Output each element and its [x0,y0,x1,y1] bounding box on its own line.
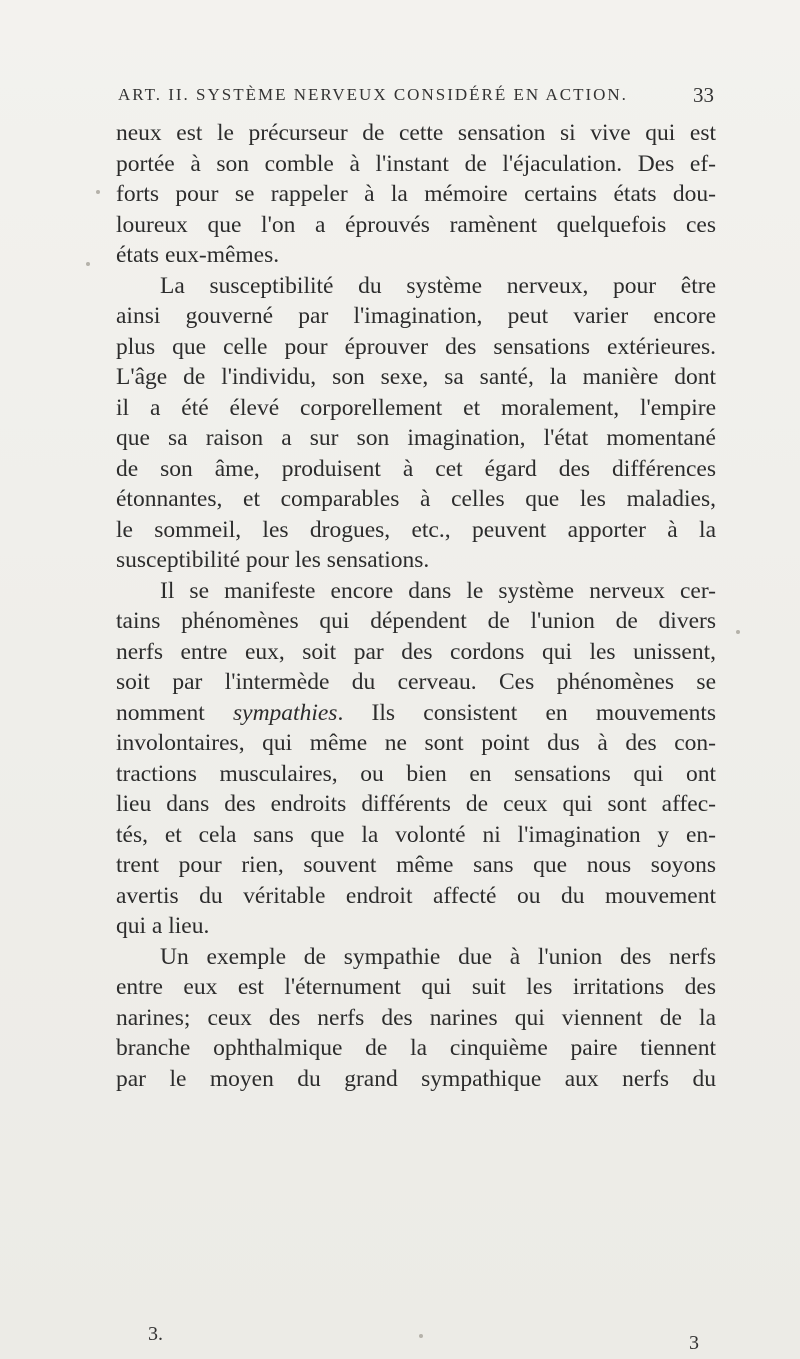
text-line: forts pour se rappeler à la mémoire certains états dou- [116,181,716,207]
margin-speck [96,190,100,194]
italic-term: sympathies [233,699,338,726]
margin-speck [736,630,740,634]
text-line: états eux-mêmes. [116,242,280,268]
text-line: étonnantes, et comparables à celles que les maladies, [116,486,716,512]
text-line: lieu dans des endroits différents de ceux qui sont affec- [116,791,716,817]
text-line: susceptibilité pour les sensations. [116,547,430,573]
signature-mark-left: 3. [148,1323,163,1345]
signature-mark-right: 3 [689,1332,699,1354]
text-line: soit par l'intermède du cerveau. Ces phénomènes se [116,669,716,695]
paragraph-start-line: Il se manifeste encore dans le système nerveux cer- [160,577,716,604]
text-line: le sommeil, les drogues, etc., peuvent apporter à la [116,516,716,543]
text-line: ainsi gouverné par l'imagination, peut varier encore [116,303,716,329]
text-line: il a été élevé corporellement et moralement, l'empire [116,394,716,421]
paragraph-start-line: Un exemple de sympathie due à l'union des nerfs [160,943,716,970]
text-line: trent pour rien, souvent même sans que nous soyons [116,852,716,878]
text-fragment: nomment [116,699,205,726]
text-line: L'âge de l'individu, son sexe, sa santé, la manière dont [116,364,716,390]
text-line: nerfs entre eux, soit par des cordons qui les unissent, [116,638,716,665]
text-line: loureux que l'on a éprouvés ramènent quelquefois ces [116,211,716,238]
page-header [118,85,714,115]
text-line: plus que celle pour éprouver des sensations extérieures. [116,333,716,360]
text-line: par le moyen du grand sympathique aux nerfs du [116,1065,716,1092]
text-fragment: . Ils consistent en mouvements [337,699,717,726]
text-line: involontaires, qui même ne sont point dus à des con- [116,730,716,756]
text-line: de son âme, produisent à cet égard des différences [116,455,716,482]
page-number: 33 [693,83,714,107]
running-title: ART. II. SYSTÈME NERVEUX CONSIDÉRÉ EN ACTION. [118,85,628,104]
text-line: neux est le précurseur de cette sensation si vive qui est [116,120,716,146]
text-line: entre eux est l'éternument qui suit les irritations des [116,974,716,1000]
text-line: tés, et cela sans que la volonté ni l'imagination y en- [116,821,716,848]
paragraph-start-line: La susceptibilité du système nerveux, pour être [160,272,716,299]
text-line: qui a lieu. [116,913,210,939]
body-text [116,118,716,1094]
text-line-with-italic [116,698,716,729]
text-line: avertis du véritable endroit affecté ou du mouvement [116,882,716,909]
text-line: portée à son comble à l'instant de l'éjaculation. Des ef- [116,150,716,177]
text-line: tains phénomènes qui dépendent de l'union de divers [116,608,716,634]
margin-speck [419,1334,423,1338]
margin-speck [86,262,90,266]
text-line: narines; ceux des nerfs des narines qui viennent de la [116,1004,716,1031]
text-line: que sa raison a sur son imagination, l'état momentané [116,425,716,451]
text-line: tractions musculaires, ou bien en sensations qui ont [116,760,716,787]
text-line: branche ophthalmique de la cinquième paire tiennent [116,1035,716,1061]
